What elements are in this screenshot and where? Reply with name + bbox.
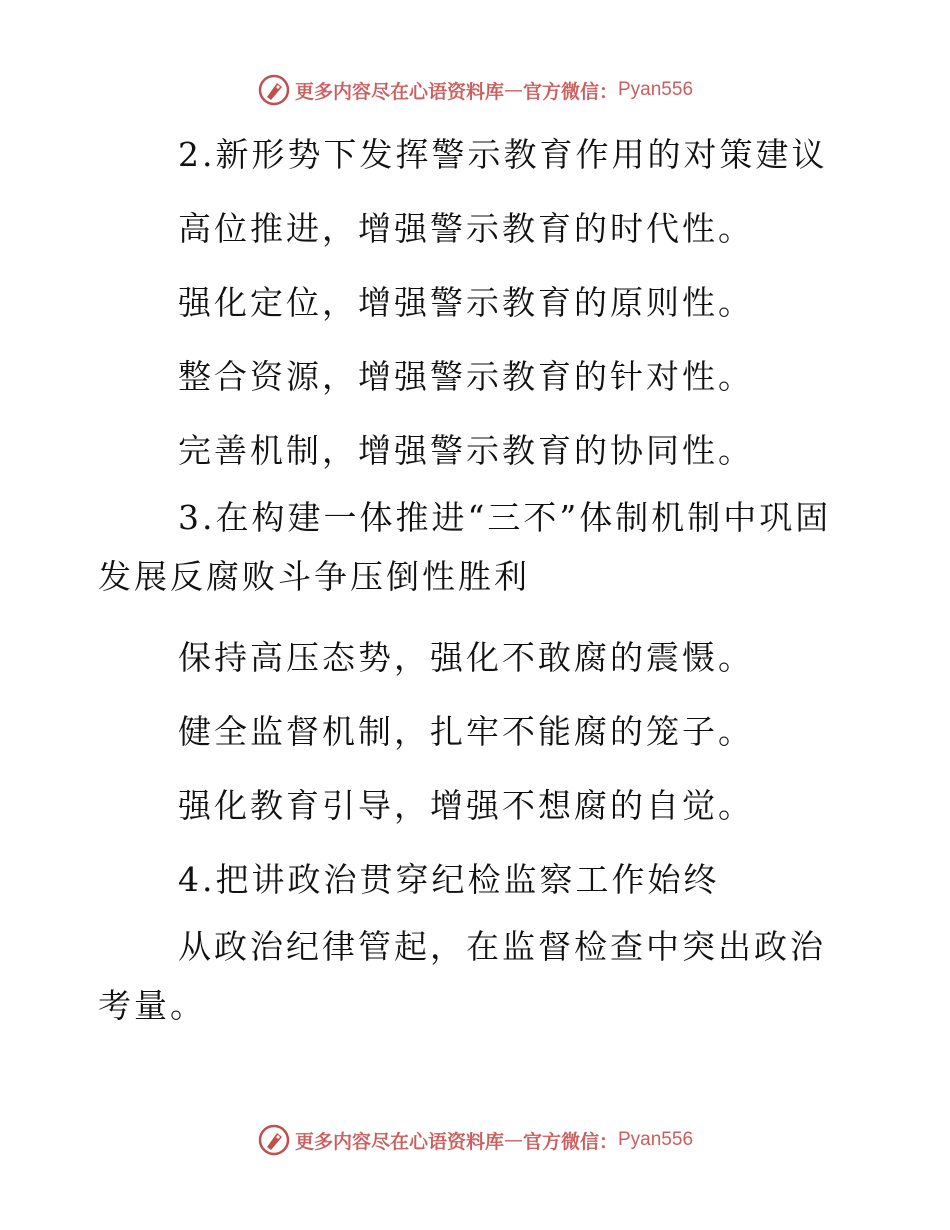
header-watermark (0, 70, 950, 110)
watermark-dash: — (503, 1129, 523, 1151)
paragraph: 强化教育引导，增强不想腐的自觉。 (178, 786, 754, 825)
watermark-account: Pyan556 (618, 1129, 694, 1150)
heading-4: 4.把讲政治贯穿纪检监察工作始终 (178, 860, 720, 899)
heading-2: 2.新形势下发挥警示教育作用的对策建议 (178, 135, 828, 174)
paragraph: 强化定位，增强警示教育的原则性。 (178, 283, 754, 322)
watermark-text: 更多内容尽在心语资料库 (294, 80, 504, 103)
paragraph: 保持高压态势，强化不敢腐的震慑。 (178, 638, 754, 677)
watermark-label: 官方微信： (522, 80, 618, 103)
watermark-dash: — (503, 79, 523, 101)
heading-3: 3.在构建一体推进“三不”体制机制中巩固发展反腐败斗争压倒性胜利 (98, 498, 832, 596)
watermark-text: 更多内容尽在心语资料库 (294, 1130, 504, 1153)
watermark-account: Pyan556 (618, 79, 694, 100)
pen-nib-icon (257, 73, 291, 107)
document-body (98, 118, 838, 1050)
paragraph: 整合资源，增强警示教育的针对性。 (178, 357, 754, 396)
watermark-label: 官方微信： (522, 1130, 618, 1153)
pen-nib-icon (257, 1123, 291, 1157)
paragraph: 从政治纪律管起，在监督检查中突出政治考量。 (98, 927, 826, 1025)
paragraph: 健全监督机制，扎牢不能腐的笼子。 (178, 712, 754, 751)
paragraph: 高位推进，增强警示教育的时代性。 (178, 209, 754, 248)
paragraph: 完善机制，增强警示教育的协同性。 (178, 431, 754, 470)
footer-watermark (0, 1120, 950, 1160)
